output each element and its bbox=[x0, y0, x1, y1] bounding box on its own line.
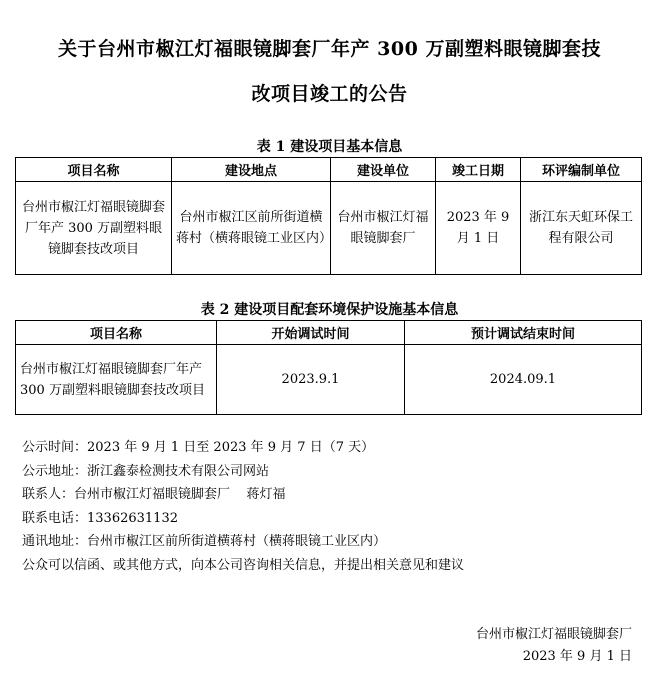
table-row bbox=[16, 345, 642, 415]
environmental-facilities-table bbox=[15, 320, 642, 415]
cell-completion-date: 2023 年 9 月 1 日 bbox=[436, 182, 521, 275]
table-row bbox=[16, 182, 642, 275]
header-project-name: 项目名称 bbox=[16, 321, 217, 345]
cell-project-name: 台州市椒江灯福眼镜脚套厂年产 300 万副塑料眼镜脚套技改项目 bbox=[16, 345, 217, 415]
table1-caption: 表 1 建设项目基本信息 bbox=[256, 139, 403, 155]
header-end-debug-time: 预计调试结束时间 bbox=[405, 321, 642, 345]
cell-project-name: 台州市椒江灯福眼镜脚套厂年产 300 万副塑料眼镜脚套技改项目 bbox=[16, 182, 172, 275]
contact-info-block bbox=[22, 436, 464, 577]
header-completion-date: 竣工日期 bbox=[436, 158, 521, 182]
signature-company: 台州市椒江灯福眼镜脚套厂 bbox=[475, 627, 632, 642]
cell-builder: 台州市椒江灯福眼镜脚套厂 bbox=[331, 182, 436, 275]
header-project-name: 项目名称 bbox=[16, 158, 172, 182]
cell-start-debug-time: 2023.9.1 bbox=[217, 345, 405, 415]
signature-date: 2023 年 9 月 1 日 bbox=[522, 649, 632, 664]
project-basic-info-table bbox=[15, 157, 642, 275]
notice-title-line-2: 改项目竣工的公告 bbox=[251, 83, 408, 105]
feedback-note: 公众可以信函、或其他方式，向本公司咨询相关信息，并提出相关意见和建议 bbox=[22, 557, 465, 573]
table-header-row bbox=[16, 321, 642, 345]
notice-title-line-1: 关于台州市椒江灯福眼镜脚套厂年产 300 万副塑料眼镜脚套技 bbox=[58, 38, 601, 60]
publicity-time: 公示时间：2023 年 9 月 1 日至 2023 年 9 月 7 日（7 天） bbox=[22, 440, 375, 455]
header-builder: 建设单位 bbox=[331, 158, 436, 182]
contact-person: 联系人：台州市椒江灯福眼镜脚套厂 蒋灯福 bbox=[22, 487, 286, 502]
header-eia-unit: 环评编制单位 bbox=[521, 158, 642, 182]
contact-phone: 联系电话：13362631132 bbox=[22, 510, 178, 526]
header-start-debug-time: 开始调试时间 bbox=[217, 321, 405, 345]
header-location: 建设地点 bbox=[172, 158, 331, 182]
table2-caption: 表 2 建设项目配套环境保护设施基本信息 bbox=[200, 302, 459, 318]
cell-eia-unit: 浙江东天虹环保工程有限公司 bbox=[521, 182, 642, 275]
table-header-row bbox=[16, 158, 642, 182]
cell-location: 台州市椒江区前所街道横蒋村（横蒋眼镜工业区内） bbox=[172, 182, 331, 275]
cell-end-debug-time: 2024.09.1 bbox=[405, 345, 642, 415]
mailing-address: 通讯地址：台州市椒江区前所街道横蒋村（横蒋眼镜工业区内） bbox=[22, 534, 387, 549]
publicity-address: 公示地址：浙江鑫泰检测技术有限公司网站 bbox=[22, 463, 270, 479]
